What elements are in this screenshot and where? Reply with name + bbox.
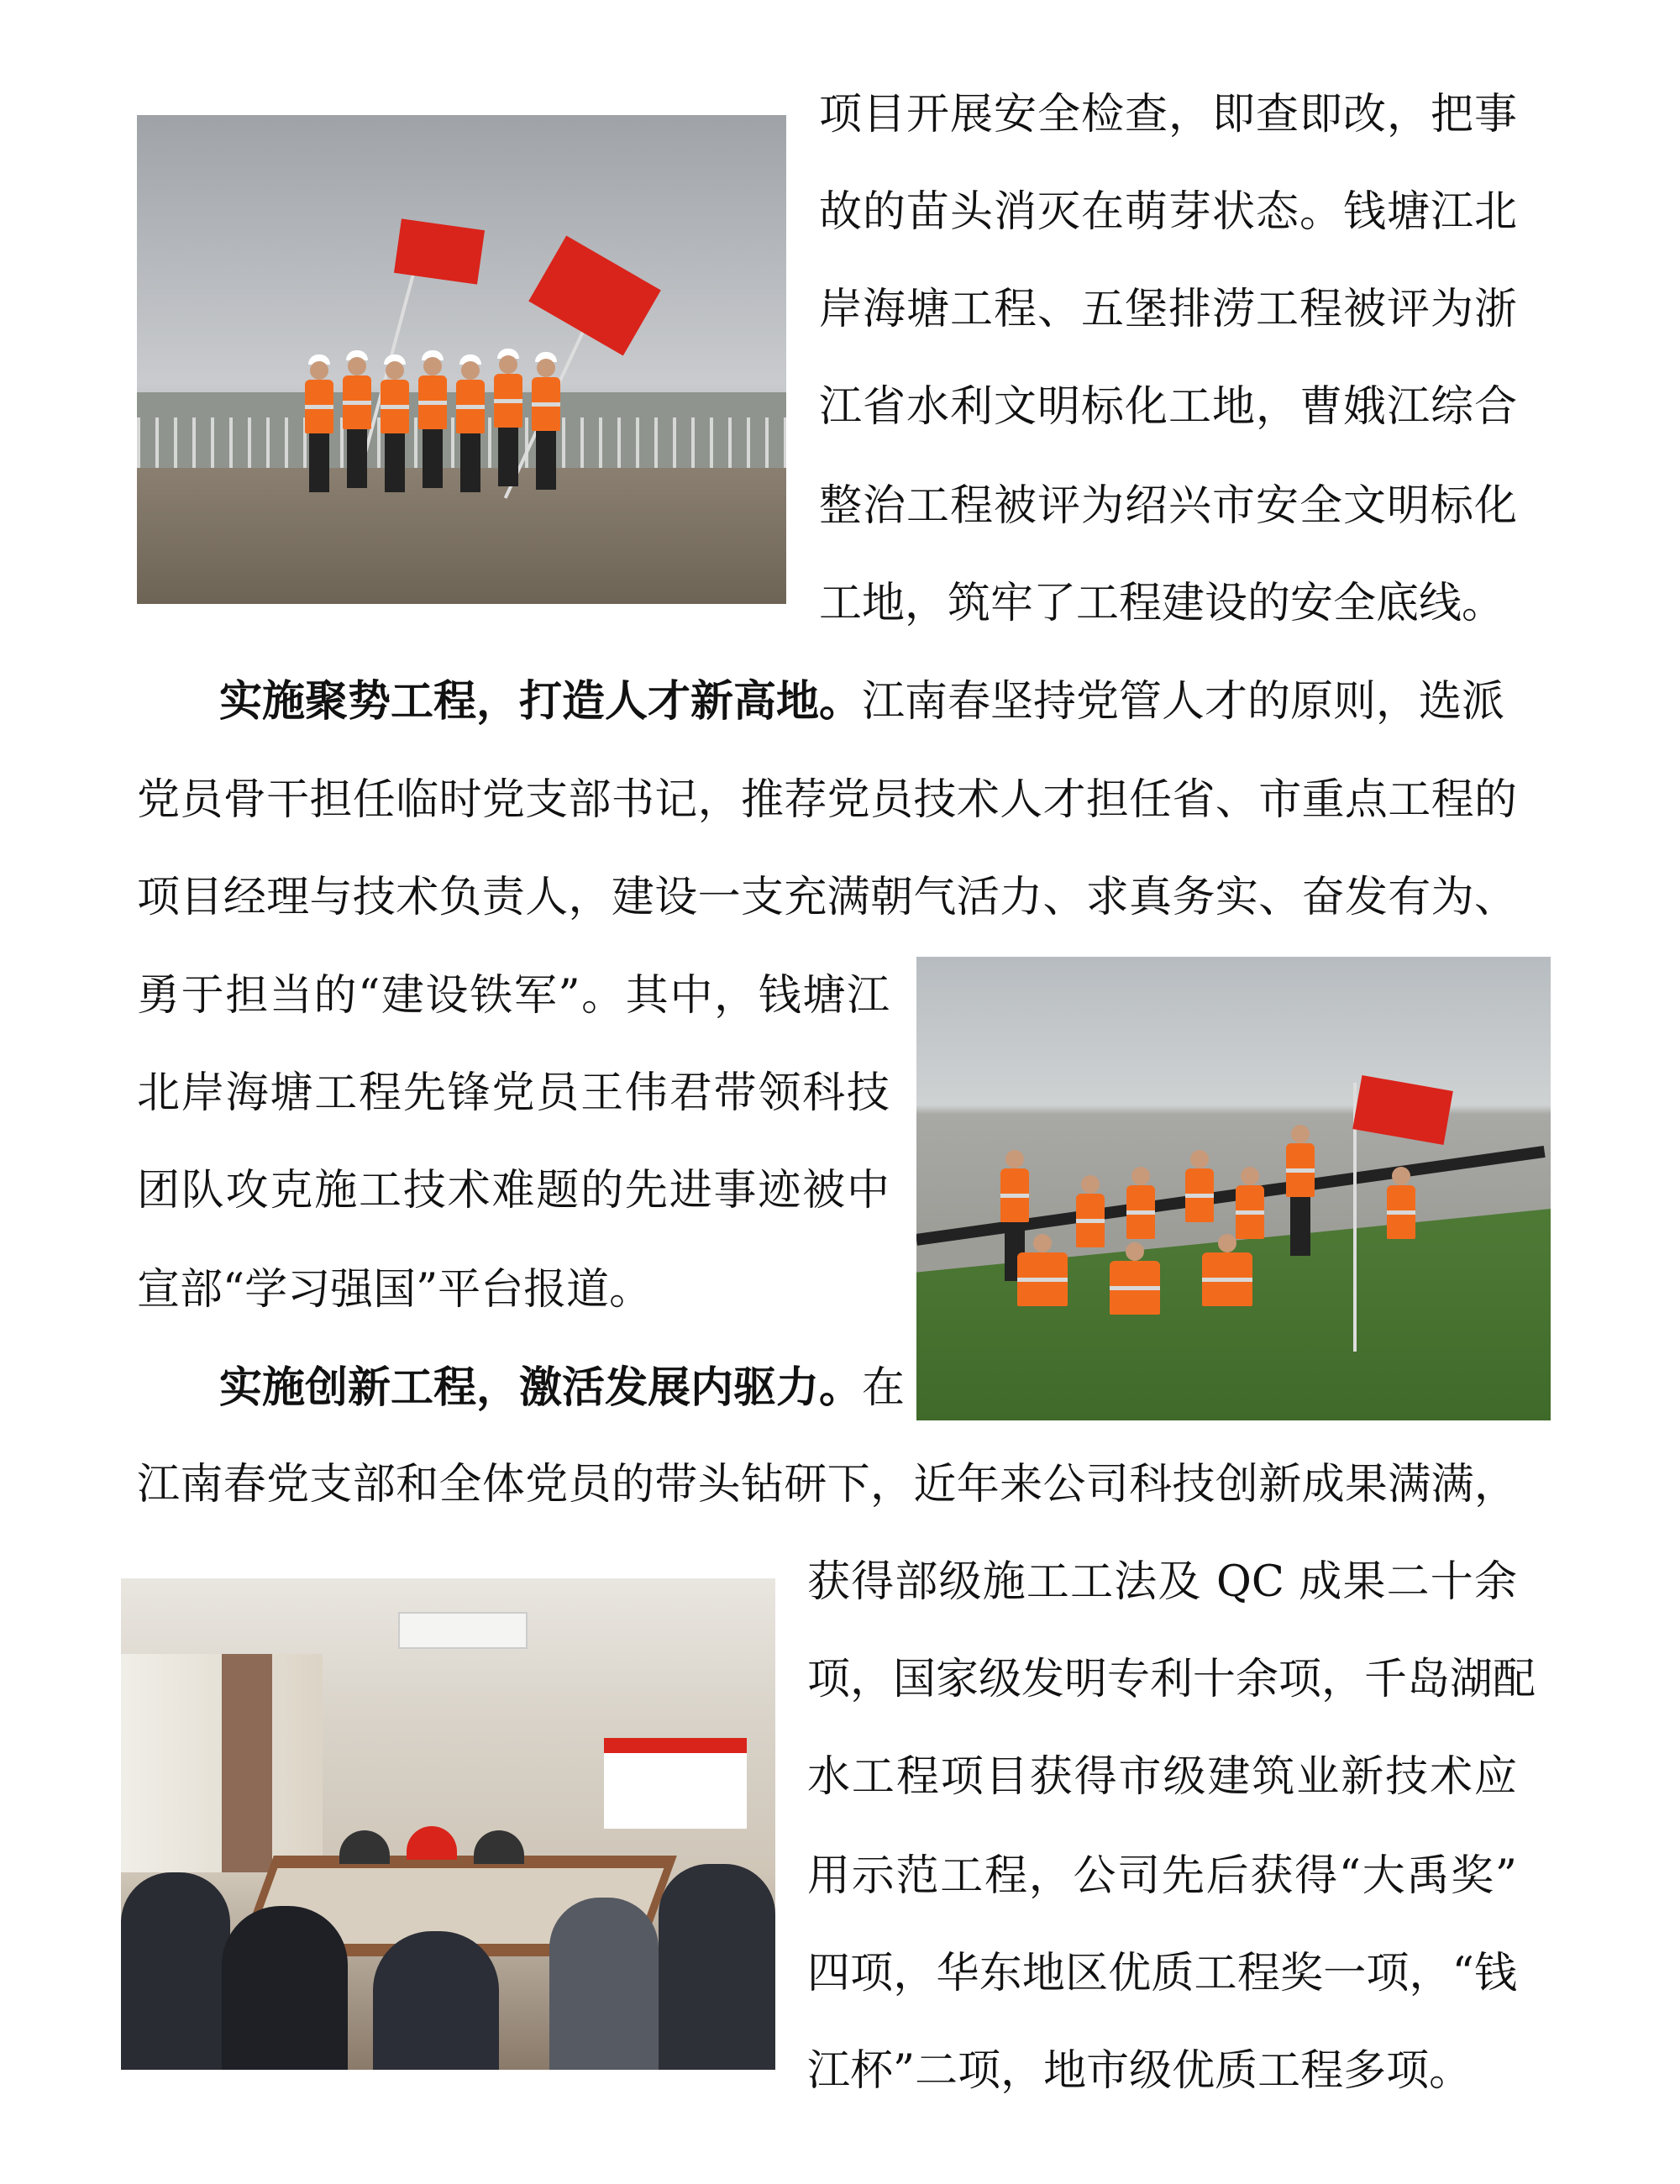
- body-text-line: 项目经理与技术负责人，建设一支充满朝气活力、求真务实、奋发有为、: [137, 873, 1517, 922]
- body-text-line: 整治工程被评为绍兴市安全文明标化: [819, 481, 1517, 531]
- body-text-line: 水工程项目获得市级建筑业新技术应: [807, 1752, 1517, 1802]
- photo-riverside-team-meeting: [916, 957, 1551, 1420]
- body-text-line: 江省水利文明标化工地，曹娥江综合: [819, 382, 1517, 432]
- body-text-line: 团队攻克施工技术难题的先进事迹被中: [137, 1166, 890, 1215]
- photo-conference-room-meeting: [121, 1578, 775, 2070]
- party-flag: [1352, 1075, 1453, 1145]
- body-text-line: 四项，华东地区优质工程奖一项，“钱: [807, 1949, 1517, 1998]
- body-text-line: 江南春党支部和全体党员的带头钻研下，近年来公司科技创新成果满满，: [137, 1460, 1517, 1509]
- paragraph-lead-line: [219, 1362, 905, 1413]
- body-text-line: 项，国家级发明专利十余项，千岛湖配: [807, 1655, 1536, 1704]
- paragraph-heading-talent: 实施聚势工程，打造人才新高地。: [219, 676, 863, 727]
- body-text-line: 获得部级施工工法及 QC 成果二十余: [807, 1557, 1517, 1607]
- body-text: 在: [862, 1363, 906, 1413]
- body-text-line: 党员骨干担任临时党支部书记，推荐党员技术人才担任省、市重点工程的: [137, 775, 1517, 825]
- party-flag: [394, 218, 485, 284]
- body-text-line: 宣部“学习强国”平台报道。: [137, 1265, 653, 1315]
- paragraph-lead-line: [219, 676, 1517, 727]
- body-text-line: 工地，筑牢了工程建设的安全底线。: [819, 579, 1505, 628]
- photo-site-safety-inspection: [137, 115, 786, 604]
- body-text-line: 用示范工程，公司先后获得“大禹奖”: [807, 1851, 1517, 1901]
- paragraph-heading-innovation: 实施创新工程，激活发展内驱力。: [219, 1362, 863, 1413]
- body-text-line: 岸海塘工程、五堡排涝工程被评为浙: [819, 285, 1517, 334]
- body-text-line: 江杯”二项，地市级优质工程多项。: [807, 2046, 1473, 2096]
- body-text-line: 项目开展安全检查，即查即改，把事: [819, 90, 1517, 139]
- body-text-line: 故的苗头消灭在萌芽状态。钱塘江北: [819, 187, 1517, 237]
- body-text: 江南春坚持党管人才的原则，选派: [862, 677, 1505, 727]
- body-text-line: 勇于担当的“建设铁军”。其中，钱塘江: [137, 971, 890, 1021]
- body-text-line: 北岸海塘工程先锋党员王伟君带领科技: [137, 1068, 890, 1118]
